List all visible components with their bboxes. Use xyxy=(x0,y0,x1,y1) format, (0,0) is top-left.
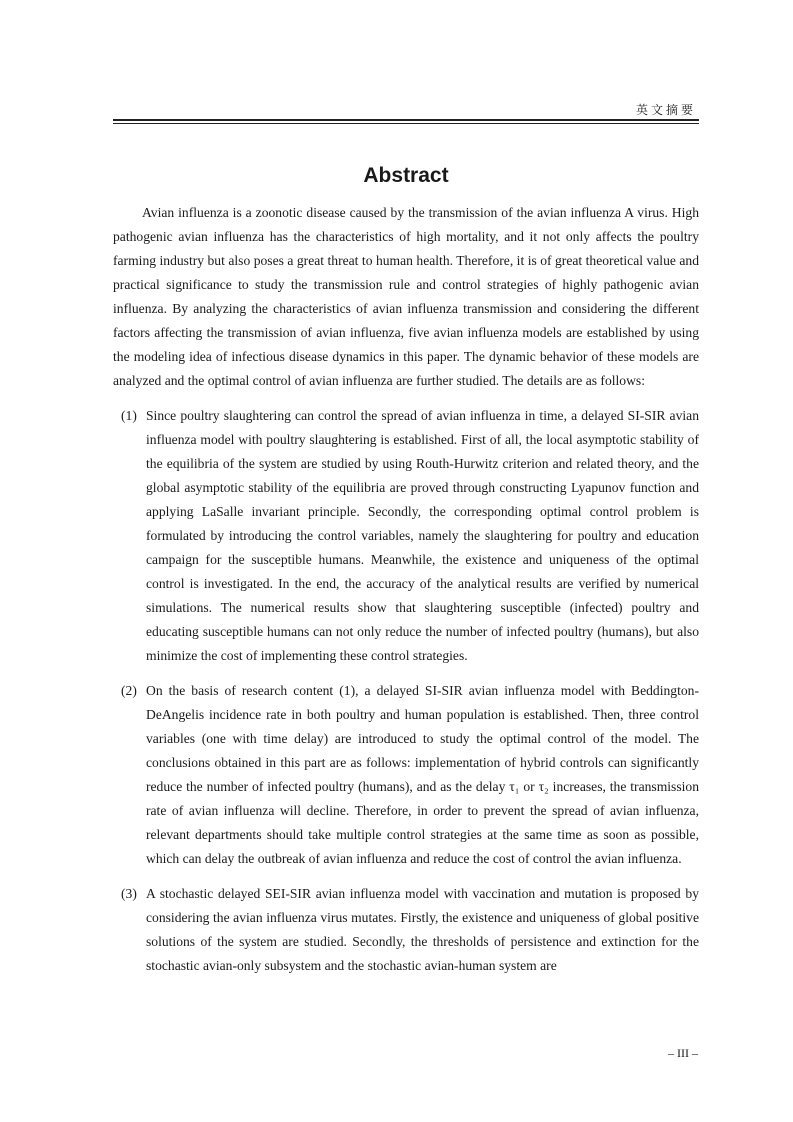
abstract-body xyxy=(113,201,699,989)
list-item-number: (1) xyxy=(121,408,137,423)
header-rule-thin xyxy=(113,123,699,124)
list-item-text: On the basis of research content (1), a delayed SI-SIR avian influenza model with Beddington-DeAngelis incidence rate in both poultry and human population is established. Then, three control variables (one with time delay) are introduced to study the optimal control of the model. The conclusions obtained in this part are as follows: implementation of hybrid controls can significantly reduce the number of infected poultry (humans), and as the delay τ₁ or τ₂ increases, the transmission rate of avian influenza will decline. Therefore, in order to prevent the spread of avian influenza, relevant departments should take multiple control strategies at the same time as soon as possible, which can delay the outbreak of avian influenza and reduce the cost of control the avian influenza. xyxy=(146,683,699,866)
intro-paragraph: Avian influenza is a zoonotic disease caused by the transmission of the avian influenza A virus. High pathogenic avian influenza has the characteristics of high mortality, and it not only affects the poultry farming industry but also poses a great threat to human health. Therefore, it is of great theoretical value and practical significance to study the transmission rule and control strategies of highly pathogenic avian influenza. By analyzing the characteristics of avian influenza transmission and considering the different factors affecting the transmission of avian influenza, five avian influenza models are established by using the modeling idea of infectious disease dynamics in this paper. The dynamic behavior of these models are analyzed and the optimal control of avian influenza are further studied. The details are as follows: xyxy=(113,205,699,388)
page-title: Abstract xyxy=(363,164,449,187)
running-head: 英文摘要 xyxy=(635,103,696,117)
list-item-text: A stochastic delayed SEI-SIR avian influenza model with vaccination and mutation is proposed by considering the avian influenza virus mutates. Firstly, the existence and uniqueness of global positive solutions of the system are studied. Secondly, the thresholds of persistence and extinction for the stochastic avian-only subsystem and the stochastic avian-human system are xyxy=(146,886,699,973)
page-number: – III – xyxy=(668,1046,698,1060)
list-item-text: Since poultry slaughtering can control the spread of avian influenza in time, a delayed SI-SIR avian influenza model with poultry slaughtering is established. First of all, the local asymptotic stability of the equilibria of the system are studied by using Routh-Hurwitz criterion and related theory, and the global asymptotic stability of the equilibria are proved through constructing Lyapunov function and applying LaSalle invariant principle. Secondly, the corresponding optimal control problem is formulated by introducing the control variables, namely the slaughtering for poultry and education campaign for the susceptible humans. Meanwhile, the existence and uniqueness of the optimal control is investigated. In the end, the accuracy of the analytical results are verified by numerical simulations. The numerical results show that slaughtering susceptible (infected) poultry and educating susceptible humans can not only reduce the number of infected poultry (humans), but also minimize the cost of implementing these control strategies. xyxy=(146,408,699,663)
list-item-number: (2) xyxy=(121,683,137,698)
list-item xyxy=(113,679,699,871)
list-item-number: (3) xyxy=(121,886,137,901)
header-rule-thick xyxy=(113,119,699,121)
list-item xyxy=(113,404,699,668)
content-list xyxy=(113,404,699,978)
list-item xyxy=(113,882,699,978)
